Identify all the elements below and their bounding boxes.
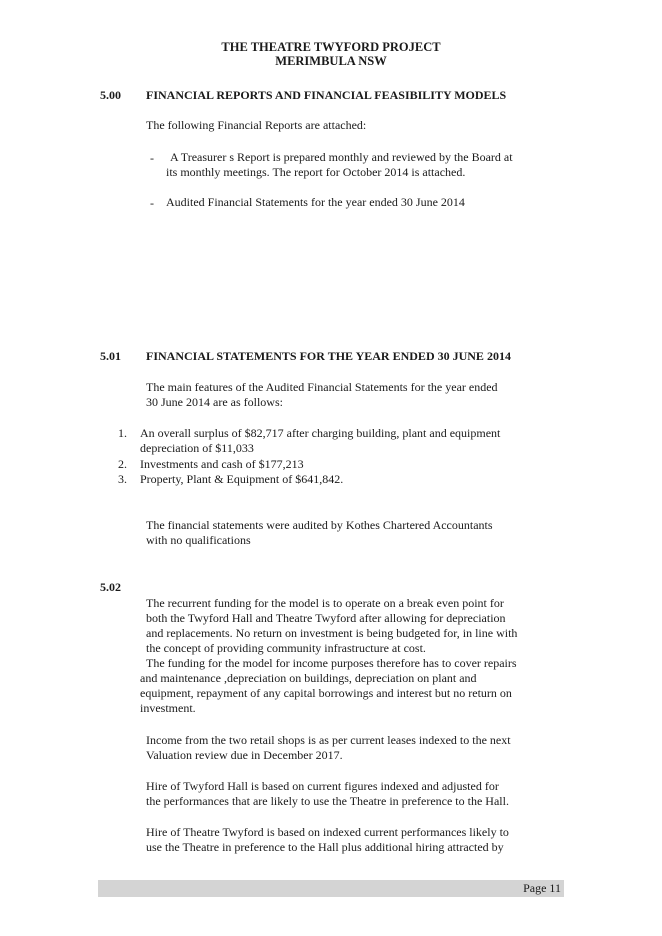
paragraph-line: both the Twyford Hall and Theatre Twyford after allowing for depreciation [146, 611, 506, 625]
paragraph-line: Hire of Theatre Twyford is based on indexed current performances likely to [146, 825, 509, 839]
paragraph-line: the performances that are likely to use the Theatre in preference to the Hall. [146, 794, 509, 808]
bullet-marker: - [150, 151, 154, 165]
closing-line: with no qualifications [146, 533, 251, 547]
section-intro: The following Financial Reports are attached: [146, 118, 367, 132]
list-number: 3. [118, 472, 127, 486]
list-number: 2. [118, 457, 127, 471]
section-number-5-02: 5.02 [100, 580, 121, 594]
paragraph-line: the concept of providing community infrastructure at cost. [146, 641, 426, 655]
section-number-5-01: 5.01 [100, 349, 121, 363]
closing-line: The financial statements were audited by Kothes Chartered Accountants [146, 518, 493, 532]
paragraph-line: Valuation review due in December 2017. [146, 748, 343, 762]
section-intro-line: The main features of the Audited Financial Statements for the year ended [146, 380, 498, 394]
paragraph-line: use the Theatre in preference to the Hall plus additional hiring attracted by [146, 840, 504, 854]
bullet-text-line: its monthly meetings. The report for October 2014 is attached. [166, 165, 466, 179]
paragraph-line: and maintenance ,depreciation on buildings, depreciation on plant and [140, 671, 477, 685]
list-item-line: depreciation of $11,033 [140, 441, 254, 455]
section-number-5-00: 5.00 [100, 88, 121, 102]
list-item-line: Property, Plant & Equipment of $641,842. [140, 472, 344, 486]
paragraph-line: Income from the two retail shops is as per current leases indexed to the next [146, 733, 511, 747]
paragraph-line: Hire of Twyford Hall is based on current figures indexed and adjusted for [146, 779, 499, 793]
list-item-line: Investments and cash of $177,213 [140, 457, 304, 471]
document-title: THE THEATRE TWYFORD PROJECT [221, 40, 441, 54]
paragraph-line: The recurrent funding for the model is to operate on a break even point for [146, 596, 504, 610]
bullet-text-line: A Treasurer s Report is prepared monthly and reviewed by the Board at [170, 150, 513, 164]
paragraph-line: The funding for the model for income purposes therefore has to cover repairs [146, 656, 517, 670]
paragraph-line: and replacements. No return on investment is being budgeted for, in line with [146, 626, 518, 640]
document-location: MERIMBULA NSW [275, 54, 387, 68]
section-intro-line: 30 June 2014 are as follows: [146, 395, 283, 409]
list-number: 1. [118, 426, 127, 440]
section-title-5-01: FINANCIAL STATEMENTS FOR THE YEAR ENDED 30 JUNE 2014 [146, 349, 511, 363]
bullet-marker: - [150, 196, 154, 210]
section-title-5-00: FINANCIAL REPORTS AND FINANCIAL FEASIBILITY MODELS [146, 88, 507, 102]
page-footer [98, 880, 564, 897]
bullet-text-line: Audited Financial Statements for the year ended 30 June 2014 [166, 195, 465, 209]
paragraph-line: investment. [140, 701, 196, 715]
paragraph-line: equipment, repayment of any capital borrowings and interest but no return on [140, 686, 512, 700]
list-item-line: An overall surplus of $82,717 after charging building, plant and equipment [140, 426, 501, 440]
page-number: Page 11 [523, 881, 561, 895]
